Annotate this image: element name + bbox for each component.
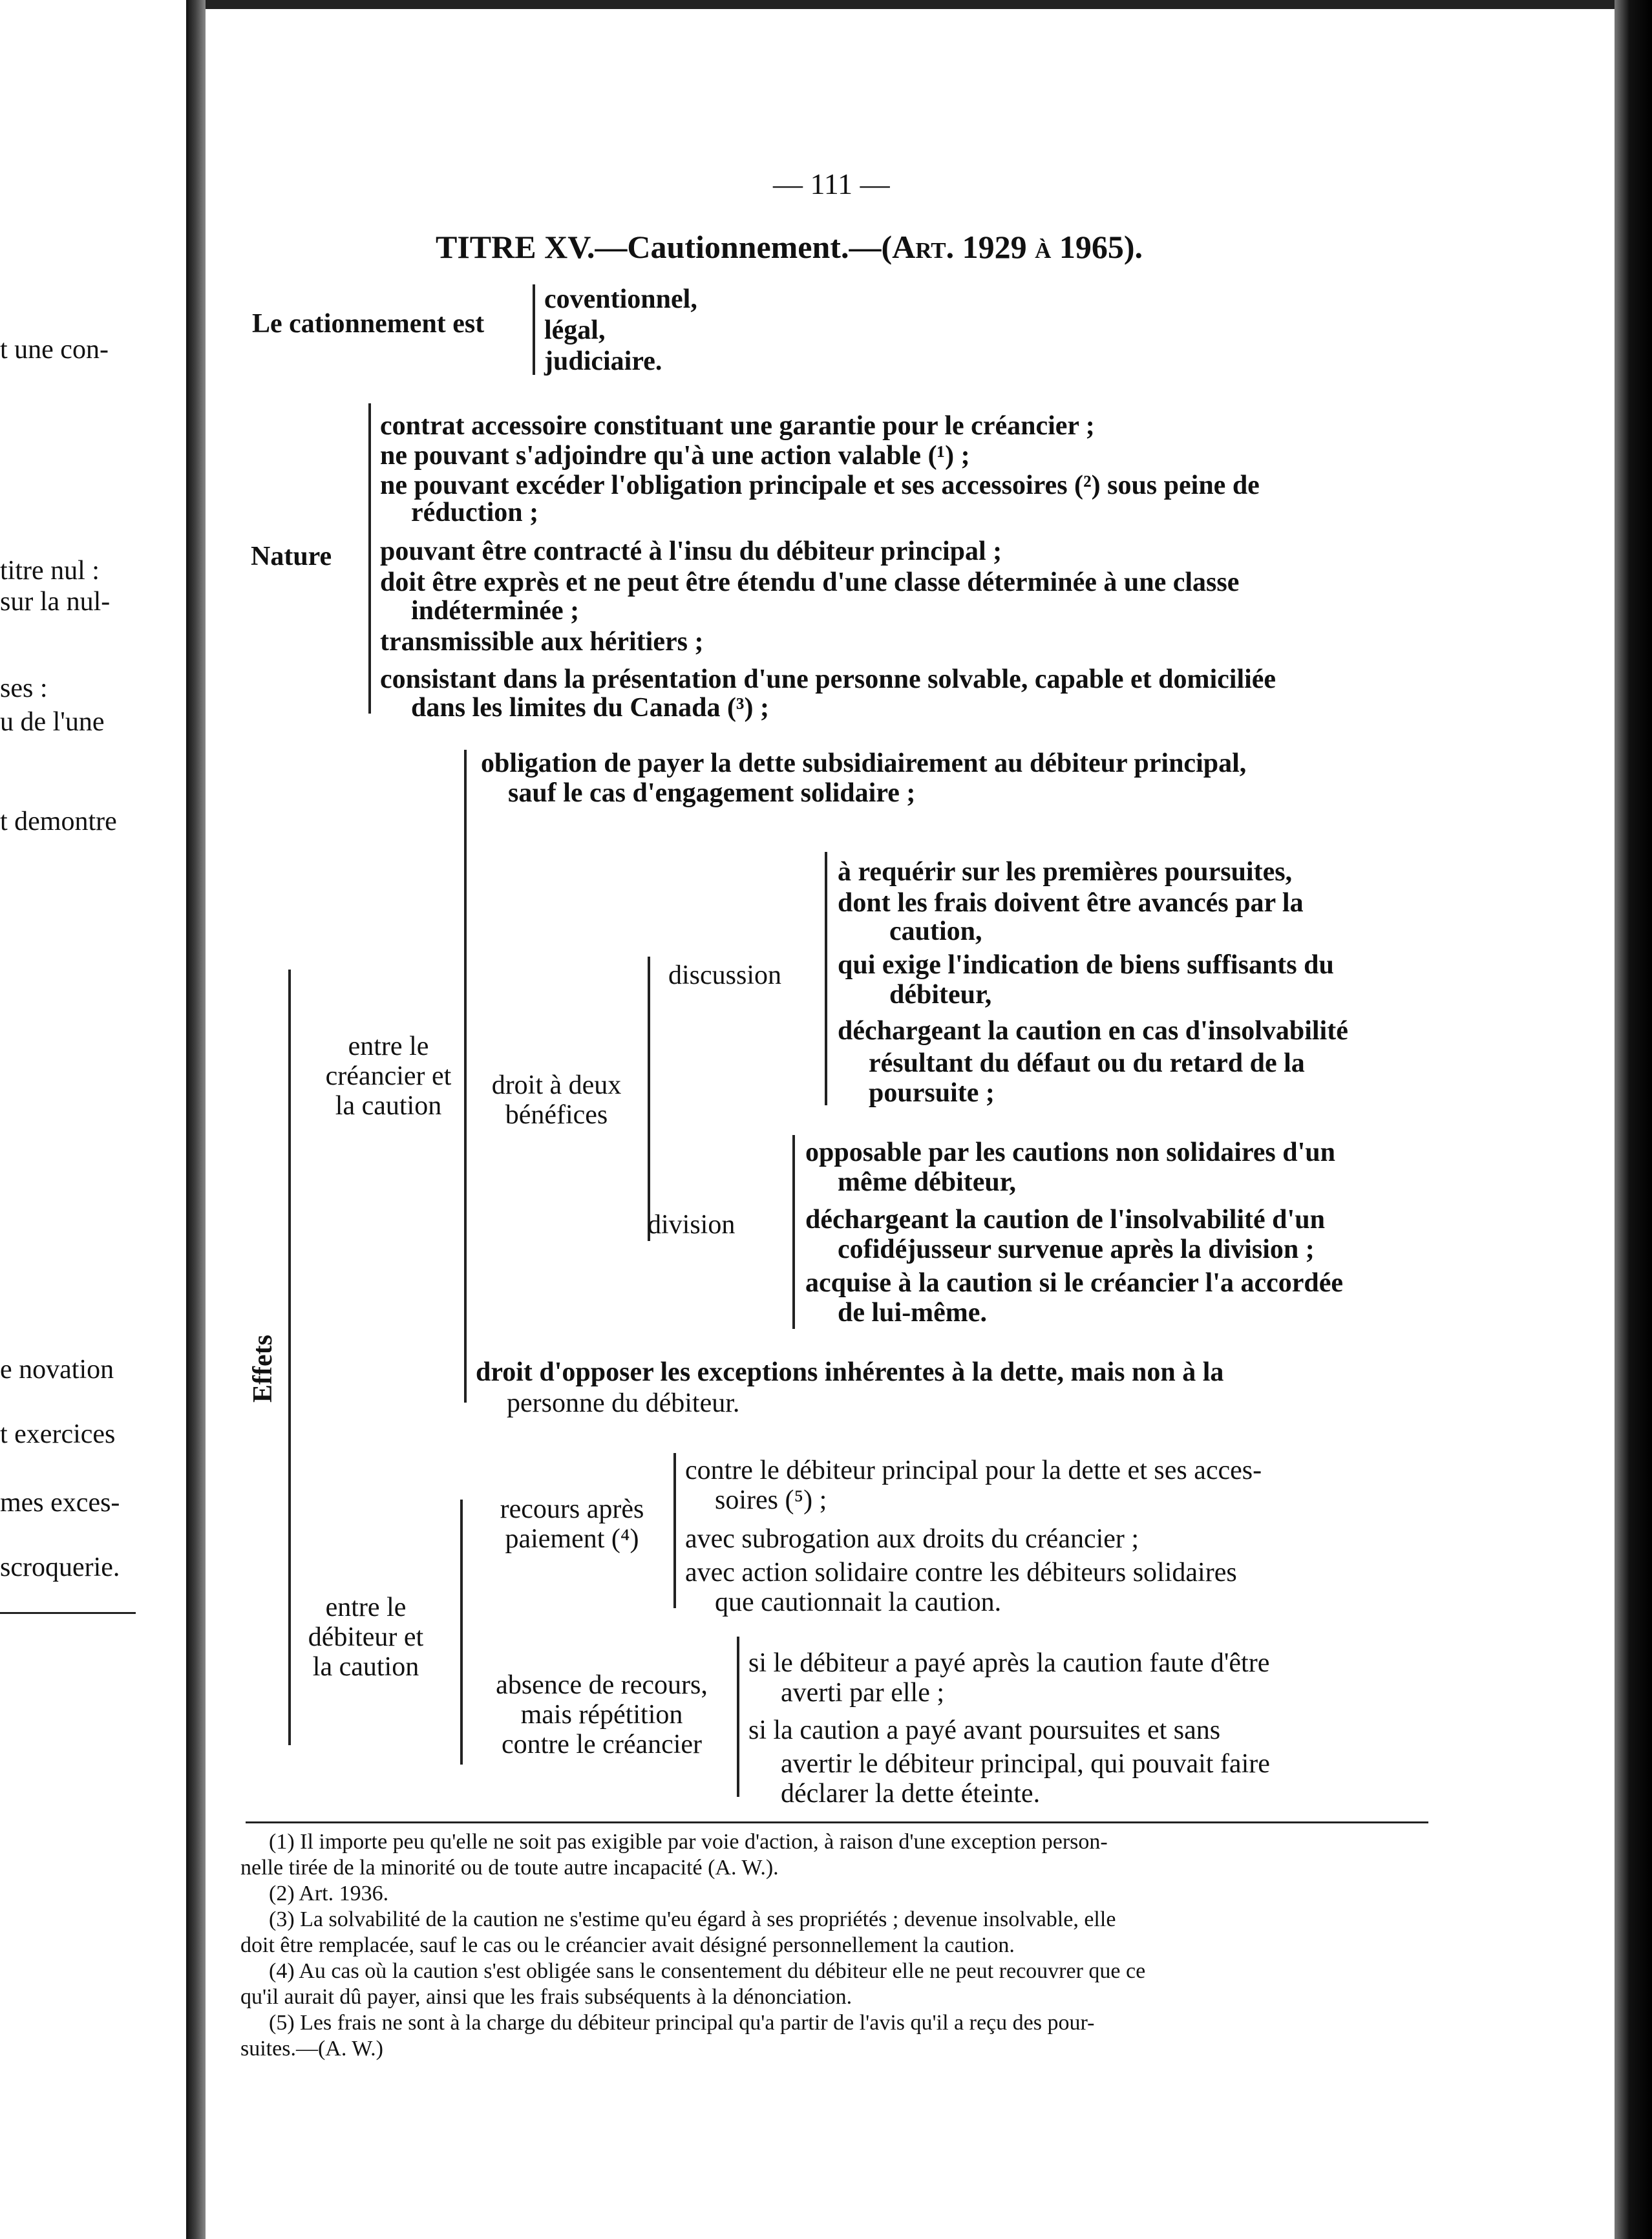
footnote-line: doit être remplacée, sauf le cas ou le créancier avait désigné personnellement la caution. (240, 1933, 1015, 1957)
footnote-rule (246, 1821, 1428, 1823)
recours-brace (673, 1453, 676, 1608)
nature-line: ne pouvant excéder l'obligation principale et ses accessoires (²) sous peine de (380, 471, 1260, 500)
page-title (436, 229, 1143, 265)
label-line: mais répétition (520, 1700, 683, 1730)
type-item: coventionnel, (544, 284, 697, 314)
division-label: division (648, 1210, 736, 1240)
division-line: cofidéjusseur survenue après la division ; (838, 1235, 1315, 1264)
debiteur-brace (460, 1500, 463, 1765)
absence-line: si la caution a payé avant poursuites et sans (748, 1715, 1221, 1745)
recours-line: avec action solidaire contre les débiteurs solidaires (685, 1558, 1237, 1587)
type-item: légal, (544, 315, 606, 345)
discussion-brace (825, 852, 827, 1105)
label-line: recours après (500, 1494, 644, 1524)
left-fragment: scroquerie. (0, 1553, 120, 1582)
footnote-line: (2) Art. 1936. (269, 1882, 389, 1905)
obligation-line: obligation de payer la dette subsidiairement au débiteur principal, (481, 748, 1247, 778)
brace (368, 403, 371, 714)
footnote-line: (1) Il importe peu qu'elle ne soit pas exigible par voie d'action, à raison d'une exception person- (269, 1830, 1108, 1854)
creancier-brace (464, 750, 467, 1403)
recours-line: avec subrogation aux droits du créancier ; (685, 1524, 1139, 1554)
discussion-line: déchargeant la caution en cas d'insolvabilité (838, 1016, 1348, 1046)
droit-label (476, 1070, 637, 1130)
discussion-line: débiteur, (889, 980, 992, 1010)
discussion-label: discussion (668, 960, 782, 990)
division-line: même débiteur, (838, 1167, 1017, 1197)
left-page-rule (0, 1612, 136, 1614)
nature-line: consistant dans la présentation d'une personne solvable, capable et domiciliée (380, 664, 1276, 694)
label-line: bénéfices (505, 1100, 608, 1130)
exceptions-line: personne du débiteur. (507, 1388, 740, 1418)
label-line: la caution (335, 1091, 442, 1121)
left-fragment: sur la nul- (0, 587, 111, 617)
left-fragment: u de l'une (0, 707, 105, 737)
recours-line: soires (⁵) ; (715, 1485, 827, 1515)
label-line: contre le créancier (501, 1730, 703, 1759)
absence-brace (737, 1637, 739, 1797)
cautionnement-label: Le cationnement est (252, 309, 485, 339)
division-line: de lui-même. (838, 1298, 987, 1328)
label-line: créancier et (325, 1061, 452, 1091)
obligation-line: sauf le cas d'engagement solidaire ; (508, 778, 916, 808)
division-line: opposable par les cautions non solidaires d'un (805, 1138, 1336, 1167)
nature-line: dans les limites du Canada (³) ; (411, 693, 769, 723)
nature-label: Nature (251, 542, 332, 571)
title-main: TITRE XV.—Cautionnement.—( (436, 229, 893, 265)
absence-line: si le débiteur a payé après la caution faute d'être (748, 1648, 1270, 1678)
label-line: débiteur et (308, 1622, 424, 1652)
type-item: judiciaire. (544, 346, 662, 376)
left-fragment: t exercices (0, 1419, 116, 1449)
discussion-line: résultant du défaut ou du retard de la (869, 1048, 1305, 1078)
absence-label (469, 1670, 734, 1759)
left-fragment: ses : (0, 674, 48, 703)
creancier-label (321, 1032, 456, 1121)
recours-line: que cautionnait la caution. (715, 1587, 1002, 1617)
footnote-line: (5) Les frais ne sont à la charge du débiteur principal qu'a partir de l'avis qu'il a reçu des pour- (269, 2011, 1095, 2035)
effets-label: Effets (248, 1335, 278, 1403)
footnote-line: suites.—(A. W.) (240, 2037, 383, 2061)
left-fragment: titre nul : (0, 556, 100, 586)
nature-line: doit être exprès et ne peut être étendu d'une classe déterminée à une classe (380, 568, 1240, 597)
page-top-edge (206, 0, 1615, 9)
exceptions-line: droit d'opposer les exceptions inhérentes à la dette, mais non à la (476, 1357, 1224, 1387)
absence-line: déclarer la dette éteinte. (781, 1779, 1041, 1809)
division-brace (792, 1135, 795, 1329)
discussion-line: à requérir sur les premières poursuites, (838, 857, 1293, 887)
label-line: entre le (325, 1593, 407, 1622)
page-number: — 111 — (773, 167, 890, 200)
absence-line: avertir le débiteur principal, qui pouvait faire (781, 1749, 1270, 1779)
label-line: entre le (348, 1032, 429, 1061)
left-fragment: e novation (0, 1355, 114, 1385)
title-articles: Art. 1929 à 1965 (892, 229, 1124, 265)
label-line: absence de recours, (496, 1670, 708, 1700)
absence-line: averti par elle ; (781, 1678, 945, 1708)
left-fragment: t demontre (0, 807, 117, 836)
nature-line: transmissible aux héritiers ; (380, 627, 704, 657)
book-spine-shadow (186, 0, 206, 2239)
page-right-edge (1615, 0, 1652, 2239)
droit-brace (648, 957, 650, 1241)
nature-line: pouvant être contracté à l'insu du débiteur principal ; (380, 536, 1002, 566)
footnote-line: (3) La solvabilité de la caution ne s'estime qu'eu égard à ses propriétés ; devenue insolvable, elle (269, 1907, 1116, 1931)
discussion-line: qui exige l'indication de biens suffisants du (838, 950, 1334, 980)
nature-line: contrat accessoire constituant une garantie pour le créancier ; (380, 411, 1095, 441)
nature-line: indéterminée ; (411, 596, 580, 626)
left-fragment: mes exces- (0, 1488, 120, 1518)
nature-line: réduction ; (411, 498, 539, 527)
left-fragment: t une con- (0, 335, 109, 365)
nature-line: ne pouvant s'adjoindre qu'à une action valable (¹) ; (380, 441, 970, 471)
title-close: ). (1123, 229, 1143, 265)
footnote-line: (4) Au cas où la caution s'est obligée sans le consentement du débiteur elle ne peut recouvrer que ce (269, 1959, 1146, 1983)
footnote-line: qu'il aurait dû payer, ainsi que les frais subséquents à la dénonciation. (240, 1985, 852, 2009)
discussion-line: caution, (889, 917, 982, 946)
discussion-line: dont les frais doivent être avancés par la (838, 888, 1304, 918)
debiteur-label (282, 1593, 450, 1682)
label-line: la caution (312, 1652, 419, 1682)
label-line: droit à deux (491, 1070, 622, 1100)
division-line: déchargeant la caution de l'insolvabilité d'un (805, 1205, 1325, 1235)
discussion-line: poursuite ; (869, 1078, 995, 1108)
division-line: acquise à la caution si le créancier l'a accordée (805, 1268, 1344, 1298)
label-line: paiement (⁴) (505, 1524, 639, 1554)
footnote-line: nelle tirée de la minorité ou de toute autre incapacité (A. W.). (240, 1856, 779, 1880)
recours-line: contre le débiteur principal pour la dette et ses acces- (685, 1456, 1262, 1485)
brace (533, 284, 535, 375)
recours-label (472, 1494, 672, 1554)
